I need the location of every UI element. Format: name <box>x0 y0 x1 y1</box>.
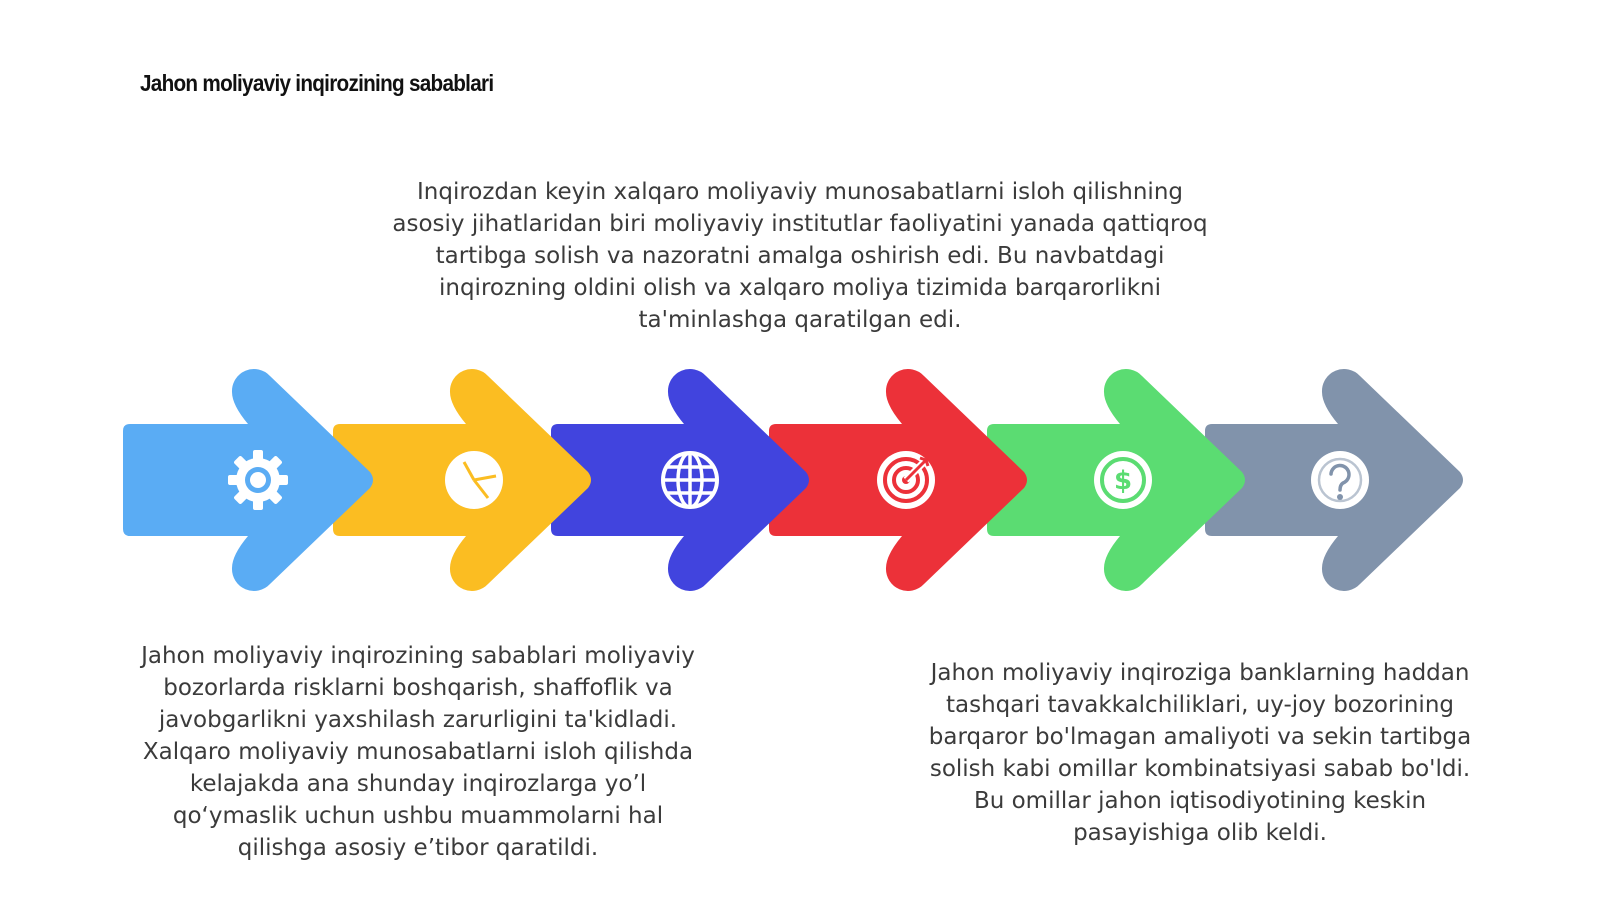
text-line: tartibga solish va nazoratni amalga oshirish edi. Bu navbatdagi <box>435 243 1165 269</box>
text-line: asosiy jihatlaridan biri moliyaviy institutlar faoliyatini yanada qattiqroq <box>392 211 1208 237</box>
question-icon <box>1311 451 1369 509</box>
text-line: qilishga asosiy e’tibor qaratildi. <box>237 835 599 861</box>
globe-icon <box>661 451 719 509</box>
text-line: tashqari tavakkalchiliklari, uy-joy bozorining <box>946 692 1454 718</box>
text-line: pasayishiga olib keldi. <box>1073 820 1327 846</box>
text-line: solish kabi omillar kombinatsiyasi sabab bo'ldi. <box>929 756 1471 782</box>
text-line: Jahon moliyaviy inqirozining sabablari moliyaviy <box>141 643 695 669</box>
text-line: kelajakda ana shunday inqirozlarga yo’l <box>189 771 647 797</box>
text-line: javobgarlikni yaxshilash zarurligini ta'kidladi. <box>158 707 678 733</box>
target-icon <box>877 451 935 509</box>
text-line: Jahon moliyaviy inqiroziga banklarning haddan <box>930 660 1470 686</box>
dollar-coin-icon <box>1094 451 1152 509</box>
text-line: Bu omillar jahon iqtisodiyotining keskin <box>973 788 1427 814</box>
gear-icon <box>228 450 288 510</box>
pie-chart-icon <box>445 451 503 509</box>
left-text-block <box>118 640 718 864</box>
text-line: qo‘ymaslik uchun ushbu muammolarni hal <box>172 803 664 829</box>
text-line: barqaror bo'lmagan amaliyoti va sekin tartibga <box>928 724 1472 750</box>
text-line: Xalqaro moliyaviy munosabatlarni isloh qilishda <box>142 739 694 765</box>
page-title: Jahon moliyaviy inqirozining sabablari <box>140 70 494 96</box>
text-line: ta'minlashga qaratilgan edi. <box>638 307 962 333</box>
arrow-step-1 <box>123 369 373 591</box>
text-line: inqirozning oldini olish va xalqaro moliya tizimida barqarorlikni <box>438 275 1162 301</box>
svg-text:$: $ <box>1113 466 1133 496</box>
text-line: Inqirozdan keyin xalqaro moliyaviy munosabatlarni isloh qilishning <box>416 179 1183 205</box>
right-text-block <box>900 657 1500 849</box>
text-line: bozorlarda risklarni boshqarish, shaffoflik va <box>163 675 673 701</box>
